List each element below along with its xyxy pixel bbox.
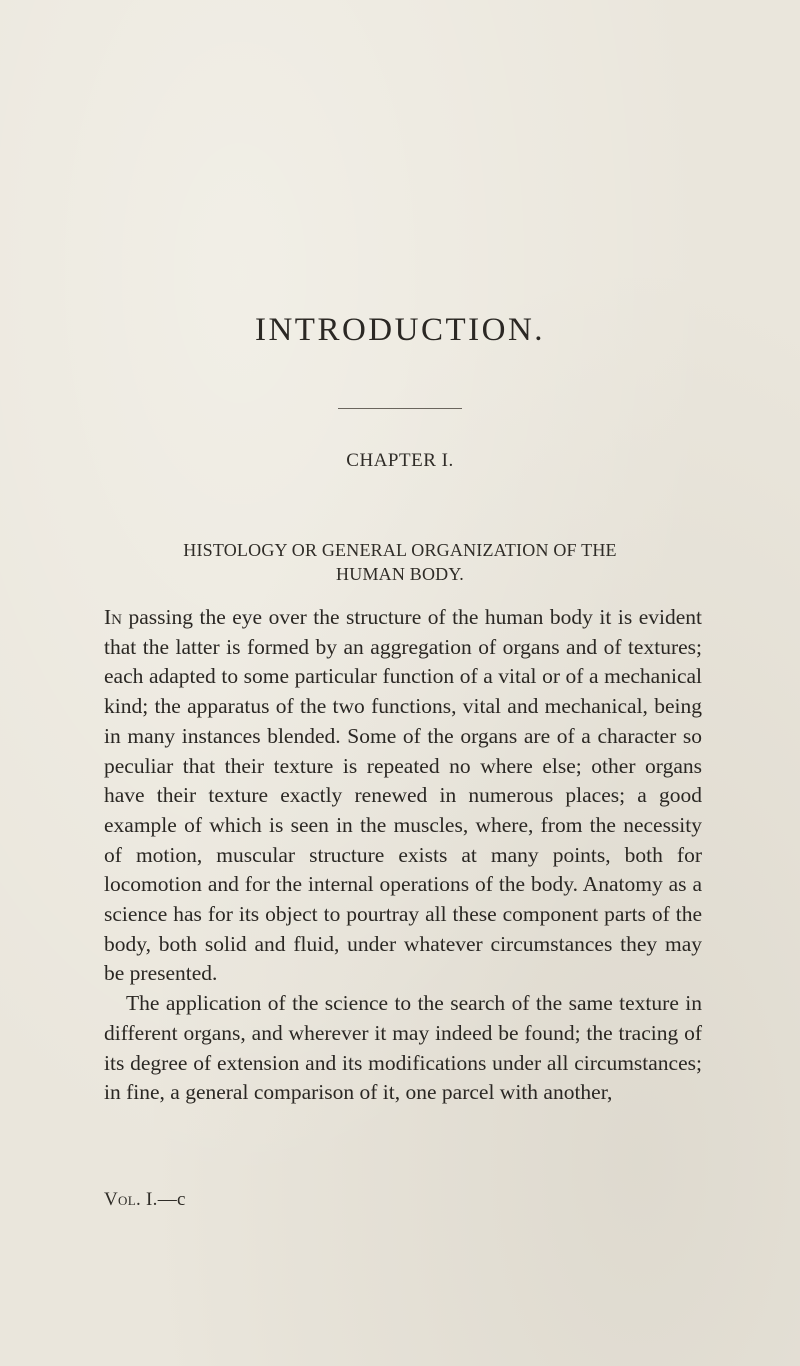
paragraph-2-text: The application of the science to the search of the same texture in different organs, and wherever it may indeed be found; the tracing of its degree of extension and its modifications under all circumstances; in fine, a general comparison of it, one parcel with another,	[104, 991, 702, 1105]
paragraph-2	[104, 989, 702, 1108]
signature-mark	[104, 1189, 186, 1211]
paragraph-1	[104, 603, 702, 989]
signature-vol: Vol	[104, 1189, 136, 1210]
chapter-heading: CHAPTER I.	[346, 450, 454, 471]
body-text	[104, 603, 702, 1108]
title-divider	[338, 408, 462, 409]
chapter-subtitle	[100, 538, 700, 586]
signature-rest: . I.—c	[135, 1189, 186, 1210]
opening-word: In	[104, 605, 122, 629]
chapter-subtitle-line1: HISTOLOGY OR GENERAL ORGANIZATION OF THE	[183, 540, 617, 560]
paragraph-1-text: passing the eye over the structure of the human body it is evident that the latter is formed by an aggregation of organs and of textures; each adapted to some particular function of a vital or of a mechanical kind; the apparatus of the two functions, vital and mechanical, being in many instances blended. Some of the organs are of a character so peculiar that their texture is repeated no where else; other organs have their texture exactly renewed in numerous places; a good example of which is seen in the muscles, where, from the necessity of motion, muscular structure exists at many points, both for locomotion and for the internal operations of the body. Anatomy as a science has for its object to pourtray all these component parts of the body, both solid and fluid, under whatever circumstances they may be presented.	[104, 605, 702, 986]
page-title: INTRODUCTION.	[254, 312, 546, 348]
chapter-subtitle-line2: HUMAN BODY.	[336, 564, 464, 584]
